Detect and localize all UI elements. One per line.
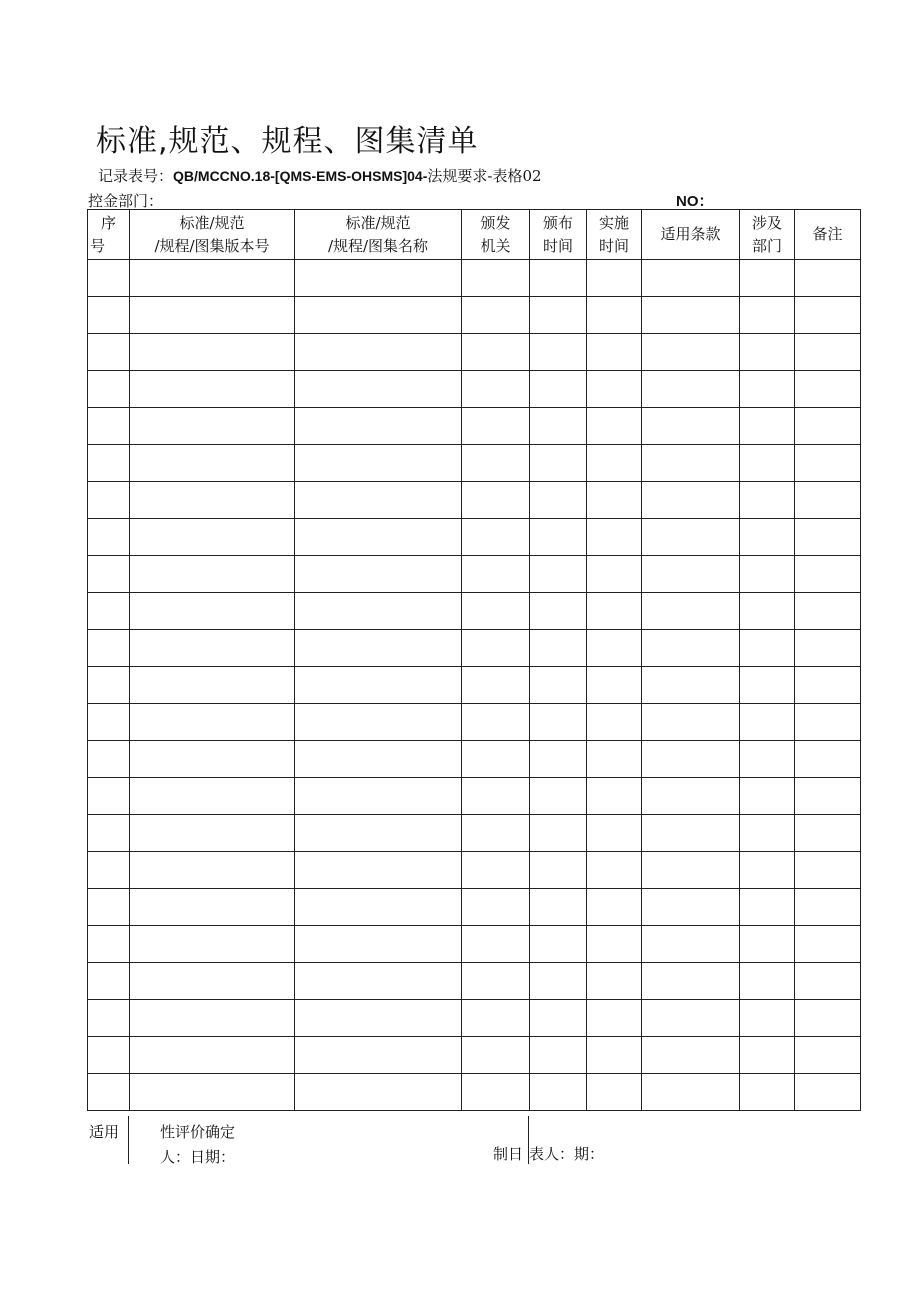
table-cell[interactable] bbox=[740, 334, 795, 371]
table-cell[interactable] bbox=[462, 556, 530, 593]
table-cell[interactable] bbox=[88, 704, 130, 741]
table-cell[interactable] bbox=[462, 297, 530, 334]
table-cell[interactable] bbox=[795, 667, 861, 704]
table-cell[interactable] bbox=[130, 963, 295, 1000]
table-row bbox=[88, 1074, 861, 1111]
table-cell[interactable] bbox=[462, 778, 530, 815]
col-header-issue-date: 颁布 时间 bbox=[530, 210, 587, 260]
table-cell[interactable] bbox=[88, 963, 130, 1000]
table-cell[interactable] bbox=[130, 519, 295, 556]
table-cell[interactable] bbox=[587, 630, 642, 667]
table-cell[interactable] bbox=[88, 408, 130, 445]
table-cell[interactable] bbox=[462, 852, 530, 889]
table-cell[interactable] bbox=[530, 778, 587, 815]
table-cell[interactable] bbox=[88, 852, 130, 889]
table-cell[interactable] bbox=[795, 297, 861, 334]
table-cell[interactable] bbox=[587, 260, 642, 297]
table-cell[interactable] bbox=[587, 704, 642, 741]
table-cell[interactable] bbox=[795, 704, 861, 741]
table-cell[interactable] bbox=[130, 408, 295, 445]
table-cell[interactable] bbox=[295, 334, 462, 371]
table-cell[interactable] bbox=[642, 741, 740, 778]
table-row bbox=[88, 704, 861, 741]
table-cell[interactable] bbox=[642, 334, 740, 371]
table-cell[interactable] bbox=[530, 593, 587, 630]
table-cell[interactable] bbox=[462, 482, 530, 519]
table-cell[interactable] bbox=[642, 889, 740, 926]
table-cell[interactable] bbox=[740, 519, 795, 556]
col-header-serial: 序 号 bbox=[88, 210, 130, 260]
table-cell[interactable] bbox=[587, 445, 642, 482]
table-cell[interactable] bbox=[642, 667, 740, 704]
table-cell[interactable] bbox=[88, 334, 130, 371]
table-cell[interactable] bbox=[295, 630, 462, 667]
table-cell[interactable] bbox=[462, 667, 530, 704]
table-cell[interactable] bbox=[740, 889, 795, 926]
table-cell[interactable] bbox=[587, 593, 642, 630]
table-cell[interactable] bbox=[295, 519, 462, 556]
table-cell[interactable] bbox=[530, 889, 587, 926]
table-cell[interactable] bbox=[462, 704, 530, 741]
table-cell[interactable] bbox=[530, 297, 587, 334]
table-cell[interactable] bbox=[740, 593, 795, 630]
table-row bbox=[88, 852, 861, 889]
table-cell[interactable] bbox=[130, 926, 295, 963]
table-cell[interactable] bbox=[795, 889, 861, 926]
table-cell[interactable] bbox=[530, 1074, 587, 1111]
table-row bbox=[88, 371, 861, 408]
table-cell[interactable] bbox=[295, 445, 462, 482]
table-cell[interactable] bbox=[740, 297, 795, 334]
table-cell[interactable] bbox=[88, 1000, 130, 1037]
table-cell[interactable] bbox=[795, 334, 861, 371]
record-code: QB/MCCNO.18-[QMS-EMS-OHSMS]04- bbox=[173, 168, 428, 184]
table-row bbox=[88, 667, 861, 704]
table-cell[interactable] bbox=[642, 260, 740, 297]
table-row bbox=[88, 260, 861, 297]
table-cell[interactable] bbox=[530, 741, 587, 778]
table-row bbox=[88, 593, 861, 630]
table-cell[interactable] bbox=[295, 815, 462, 852]
table-cell[interactable] bbox=[795, 260, 861, 297]
table-cell[interactable] bbox=[530, 334, 587, 371]
table-row bbox=[88, 334, 861, 371]
table-row bbox=[88, 556, 861, 593]
table-cell[interactable] bbox=[295, 889, 462, 926]
table-cell[interactable] bbox=[295, 704, 462, 741]
table-cell[interactable] bbox=[130, 852, 295, 889]
table-cell[interactable] bbox=[587, 741, 642, 778]
col-header-effective-date: 实施 时间 bbox=[587, 210, 642, 260]
table-cell[interactable] bbox=[795, 371, 861, 408]
table-cell[interactable] bbox=[295, 1000, 462, 1037]
table-cell[interactable] bbox=[295, 556, 462, 593]
table-cell[interactable] bbox=[295, 963, 462, 1000]
table-cell[interactable] bbox=[795, 593, 861, 630]
table-cell[interactable] bbox=[462, 889, 530, 926]
table-cell[interactable] bbox=[462, 334, 530, 371]
table-cell[interactable] bbox=[642, 1074, 740, 1111]
table-cell[interactable] bbox=[88, 519, 130, 556]
table-cell[interactable] bbox=[130, 741, 295, 778]
table-cell[interactable] bbox=[587, 556, 642, 593]
table-cell[interactable] bbox=[740, 926, 795, 963]
table-cell[interactable] bbox=[587, 926, 642, 963]
table-cell[interactable] bbox=[740, 667, 795, 704]
table-cell[interactable] bbox=[740, 630, 795, 667]
table-cell[interactable] bbox=[462, 1074, 530, 1111]
table-cell[interactable] bbox=[530, 667, 587, 704]
number-label: NO： bbox=[676, 193, 714, 210]
table-cell[interactable] bbox=[740, 963, 795, 1000]
table-cell[interactable] bbox=[462, 815, 530, 852]
table-cell[interactable] bbox=[88, 260, 130, 297]
table-cell[interactable] bbox=[88, 667, 130, 704]
record-suffix: 法规要求-表格02 bbox=[427, 167, 542, 185]
department-label: 控金部门： bbox=[88, 192, 164, 210]
table-cell[interactable] bbox=[130, 556, 295, 593]
table-cell[interactable] bbox=[88, 741, 130, 778]
table-cell[interactable] bbox=[462, 963, 530, 1000]
table-cell[interactable] bbox=[295, 371, 462, 408]
table-cell[interactable] bbox=[642, 371, 740, 408]
table-cell[interactable] bbox=[88, 778, 130, 815]
table-cell[interactable] bbox=[642, 1000, 740, 1037]
prepared-label-left: 制日 bbox=[493, 1145, 524, 1163]
table-cell[interactable] bbox=[740, 852, 795, 889]
table-cell[interactable] bbox=[130, 630, 295, 667]
table-row bbox=[88, 778, 861, 815]
table-cell[interactable] bbox=[530, 482, 587, 519]
table-cell[interactable] bbox=[587, 778, 642, 815]
table-cell[interactable] bbox=[130, 334, 295, 371]
table-cell[interactable] bbox=[740, 445, 795, 482]
table-cell[interactable] bbox=[130, 778, 295, 815]
col-header-departments: 涉及 部门 bbox=[740, 210, 795, 260]
record-label: 记录表号： bbox=[98, 167, 174, 185]
table-cell[interactable] bbox=[462, 519, 530, 556]
table-cell[interactable] bbox=[795, 852, 861, 889]
table-cell[interactable] bbox=[740, 482, 795, 519]
table-cell[interactable] bbox=[530, 630, 587, 667]
table-cell[interactable] bbox=[587, 815, 642, 852]
table-cell[interactable] bbox=[130, 704, 295, 741]
table-cell[interactable] bbox=[587, 519, 642, 556]
table-cell[interactable] bbox=[88, 297, 130, 334]
table-cell[interactable] bbox=[130, 667, 295, 704]
table-cell[interactable] bbox=[130, 445, 295, 482]
table-cell[interactable] bbox=[130, 260, 295, 297]
table-cell[interactable] bbox=[88, 445, 130, 482]
table-cell[interactable] bbox=[530, 556, 587, 593]
table-cell[interactable] bbox=[130, 889, 295, 926]
table-cell[interactable] bbox=[530, 445, 587, 482]
table-cell[interactable] bbox=[795, 482, 861, 519]
table-cell[interactable] bbox=[130, 815, 295, 852]
table-row bbox=[88, 815, 861, 852]
table-cell[interactable] bbox=[642, 630, 740, 667]
table-cell[interactable] bbox=[740, 260, 795, 297]
table-cell[interactable] bbox=[462, 630, 530, 667]
col-header-applicable-clauses: 适用条款 bbox=[642, 210, 740, 260]
table-cell[interactable] bbox=[642, 778, 740, 815]
table-cell[interactable] bbox=[295, 482, 462, 519]
table-cell[interactable] bbox=[740, 1037, 795, 1074]
table-cell[interactable] bbox=[740, 704, 795, 741]
table-cell[interactable] bbox=[740, 741, 795, 778]
col-header-name: 标准/规范 /规程/图集名称 bbox=[295, 210, 462, 260]
signature-footer bbox=[87, 1116, 860, 1164]
table-cell[interactable] bbox=[88, 815, 130, 852]
table-cell[interactable] bbox=[295, 408, 462, 445]
table-cell[interactable] bbox=[530, 1037, 587, 1074]
table-cell[interactable] bbox=[88, 1037, 130, 1074]
table-cell[interactable] bbox=[587, 1000, 642, 1037]
record-number bbox=[98, 165, 542, 186]
table-cell[interactable] bbox=[642, 556, 740, 593]
table-cell[interactable] bbox=[130, 1037, 295, 1074]
table-cell[interactable] bbox=[462, 445, 530, 482]
table-cell[interactable] bbox=[130, 482, 295, 519]
table-cell[interactable] bbox=[795, 741, 861, 778]
table-cell[interactable] bbox=[587, 1074, 642, 1111]
table-cell[interactable] bbox=[642, 926, 740, 963]
table-row bbox=[88, 926, 861, 963]
table-cell[interactable] bbox=[642, 1037, 740, 1074]
table-cell[interactable] bbox=[530, 519, 587, 556]
assessment-person-date: 人：日期： bbox=[160, 1148, 236, 1166]
table-cell[interactable] bbox=[88, 371, 130, 408]
table-cell[interactable] bbox=[462, 260, 530, 297]
table-cell[interactable] bbox=[88, 556, 130, 593]
table-cell[interactable] bbox=[130, 297, 295, 334]
table-cell[interactable] bbox=[642, 815, 740, 852]
table-cell[interactable] bbox=[642, 593, 740, 630]
table-cell[interactable] bbox=[642, 482, 740, 519]
table-body bbox=[88, 260, 861, 1111]
table-cell[interactable] bbox=[530, 1000, 587, 1037]
table-cell[interactable] bbox=[88, 593, 130, 630]
table-cell[interactable] bbox=[795, 963, 861, 1000]
table-cell[interactable] bbox=[642, 408, 740, 445]
table-row bbox=[88, 482, 861, 519]
table-cell[interactable] bbox=[740, 1074, 795, 1111]
table-cell[interactable] bbox=[295, 260, 462, 297]
table-cell[interactable] bbox=[587, 408, 642, 445]
table-cell[interactable] bbox=[795, 1074, 861, 1111]
table-cell[interactable] bbox=[740, 556, 795, 593]
table-cell[interactable] bbox=[587, 889, 642, 926]
table-cell[interactable] bbox=[795, 815, 861, 852]
table-cell[interactable] bbox=[295, 667, 462, 704]
footer-divider bbox=[128, 1116, 129, 1164]
table-cell[interactable] bbox=[462, 371, 530, 408]
page-title: 标准,规范、规程、图集清单 bbox=[96, 124, 479, 159]
table-cell[interactable] bbox=[587, 1037, 642, 1074]
table-cell[interactable] bbox=[642, 704, 740, 741]
table-cell[interactable] bbox=[130, 371, 295, 408]
table-cell[interactable] bbox=[642, 963, 740, 1000]
col-header-version: 标准/规范 /规程/图集版本号 bbox=[130, 210, 295, 260]
table-cell[interactable] bbox=[795, 926, 861, 963]
table-cell[interactable] bbox=[530, 260, 587, 297]
table-cell[interactable] bbox=[462, 926, 530, 963]
table-row bbox=[88, 630, 861, 667]
table-cell[interactable] bbox=[530, 963, 587, 1000]
table-cell[interactable] bbox=[587, 852, 642, 889]
applicable-label: 适用 bbox=[89, 1123, 120, 1141]
table-cell[interactable] bbox=[130, 593, 295, 630]
table-cell[interactable] bbox=[642, 852, 740, 889]
table-cell[interactable] bbox=[295, 1037, 462, 1074]
table-cell[interactable] bbox=[295, 741, 462, 778]
table-cell[interactable] bbox=[795, 556, 861, 593]
table-cell[interactable] bbox=[295, 297, 462, 334]
table-cell[interactable] bbox=[88, 482, 130, 519]
table-cell[interactable] bbox=[295, 593, 462, 630]
table-row bbox=[88, 297, 861, 334]
table-cell[interactable] bbox=[530, 704, 587, 741]
table-row bbox=[88, 445, 861, 482]
table-cell[interactable] bbox=[587, 297, 642, 334]
table-cell[interactable] bbox=[462, 741, 530, 778]
table-cell[interactable] bbox=[587, 482, 642, 519]
table-cell[interactable] bbox=[642, 445, 740, 482]
table-cell[interactable] bbox=[795, 630, 861, 667]
table-cell[interactable] bbox=[740, 408, 795, 445]
table-cell[interactable] bbox=[295, 926, 462, 963]
table-cell[interactable] bbox=[642, 519, 740, 556]
standards-list-table bbox=[87, 209, 861, 1111]
table-cell[interactable] bbox=[295, 778, 462, 815]
table-cell[interactable] bbox=[740, 1000, 795, 1037]
table-row bbox=[88, 408, 861, 445]
table-cell[interactable] bbox=[462, 1000, 530, 1037]
table-cell[interactable] bbox=[530, 371, 587, 408]
table-row bbox=[88, 741, 861, 778]
table-cell[interactable] bbox=[130, 1074, 295, 1111]
table-cell[interactable] bbox=[530, 815, 587, 852]
table-cell[interactable] bbox=[88, 926, 130, 963]
table-cell[interactable] bbox=[587, 963, 642, 1000]
table-cell[interactable] bbox=[462, 408, 530, 445]
table-cell[interactable] bbox=[88, 1074, 130, 1111]
table-cell[interactable] bbox=[587, 667, 642, 704]
table-cell[interactable] bbox=[530, 408, 587, 445]
table-header-row bbox=[88, 210, 861, 260]
table-cell[interactable] bbox=[795, 408, 861, 445]
table-cell[interactable] bbox=[795, 1037, 861, 1074]
table-row bbox=[88, 519, 861, 556]
table-cell[interactable] bbox=[740, 815, 795, 852]
table-cell[interactable] bbox=[462, 1037, 530, 1074]
table-cell[interactable] bbox=[587, 334, 642, 371]
table-cell[interactable] bbox=[740, 778, 795, 815]
table-row bbox=[88, 963, 861, 1000]
table-cell[interactable] bbox=[795, 778, 861, 815]
table-cell[interactable] bbox=[740, 371, 795, 408]
assessment-label: 性评价确定 bbox=[160, 1123, 236, 1141]
table-cell[interactable] bbox=[642, 297, 740, 334]
table-row bbox=[88, 1000, 861, 1037]
table-cell[interactable] bbox=[587, 371, 642, 408]
table-cell[interactable] bbox=[295, 852, 462, 889]
table-cell[interactable] bbox=[530, 926, 587, 963]
table-cell[interactable] bbox=[88, 630, 130, 667]
table-cell[interactable] bbox=[795, 519, 861, 556]
table-cell[interactable] bbox=[795, 1000, 861, 1037]
table-cell[interactable] bbox=[88, 889, 130, 926]
prepared-person-date: 表人：期： bbox=[529, 1145, 605, 1163]
table-cell[interactable] bbox=[295, 1074, 462, 1111]
table-row bbox=[88, 1037, 861, 1074]
table-cell[interactable] bbox=[530, 852, 587, 889]
table-cell[interactable] bbox=[130, 1000, 295, 1037]
col-header-remarks: 备注 bbox=[795, 210, 861, 260]
col-header-issuing-authority: 颁发 机关 bbox=[462, 210, 530, 260]
table-row bbox=[88, 889, 861, 926]
table-cell[interactable] bbox=[795, 445, 861, 482]
table-cell[interactable] bbox=[462, 593, 530, 630]
